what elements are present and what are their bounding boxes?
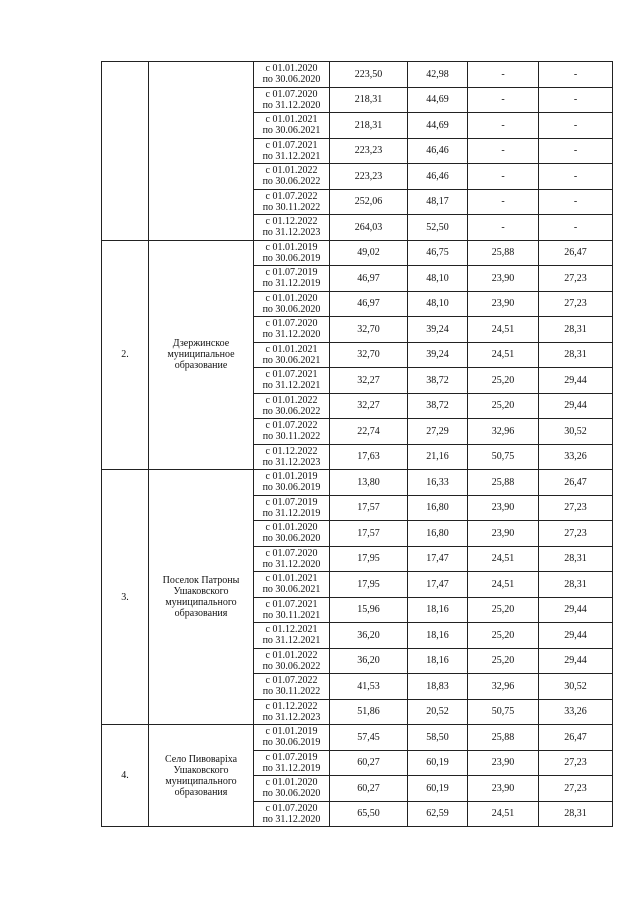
tariff-value-cell: 49,02 <box>330 240 408 266</box>
period-cell <box>254 164 330 190</box>
tariff-value-cell: 17,47 <box>408 546 468 572</box>
period-to: по 30.06.2021 <box>262 584 321 596</box>
period-to: по 31.12.2023 <box>262 456 321 468</box>
period-from: с 01.07.2022 <box>265 420 318 432</box>
period-cell <box>254 623 330 649</box>
tariff-value-cell: 60,19 <box>408 750 468 776</box>
tariff-value-cell: 223,23 <box>330 164 408 190</box>
period-cell <box>254 62 330 88</box>
tariff-value-cell: - <box>539 113 613 139</box>
tariff-value-cell: 28,31 <box>539 342 613 368</box>
tariff-table-body <box>102 62 613 827</box>
period-to: по 31.12.2021 <box>262 380 321 392</box>
period-cell <box>254 317 330 343</box>
period-to: по 30.06.2020 <box>262 74 321 86</box>
tariff-value-cell: 27,23 <box>539 495 613 521</box>
period-cell <box>254 87 330 113</box>
tariff-value-cell: 29,44 <box>539 393 613 419</box>
period-from: с 01.01.2021 <box>265 573 318 585</box>
tariff-value-cell: 16,80 <box>408 521 468 547</box>
period-cell <box>254 674 330 700</box>
period-from: с 01.01.2022 <box>265 394 318 406</box>
tariff-value-cell: 223,23 <box>330 138 408 164</box>
tariff-value-cell: 33,26 <box>539 444 613 470</box>
tariff-value-cell: 18,16 <box>408 623 468 649</box>
tariff-value-cell: 60,19 <box>408 776 468 802</box>
tariff-value-cell: 46,75 <box>408 240 468 266</box>
tariff-value-cell: 26,47 <box>539 470 613 496</box>
tariff-value-cell: 24,51 <box>468 342 539 368</box>
period-from: с 01.12.2022 <box>265 700 318 712</box>
tariff-value-cell: 30,52 <box>539 419 613 445</box>
period-from: с 01.07.2020 <box>265 802 318 814</box>
tariff-value-cell: - <box>539 189 613 215</box>
tariff-value-cell: 38,72 <box>408 393 468 419</box>
tariff-value-cell: - <box>539 215 613 241</box>
period-from: с 01.01.2021 <box>265 114 318 126</box>
tariff-value-cell: 27,23 <box>539 521 613 547</box>
tariff-value-cell: 24,51 <box>468 801 539 827</box>
period-to: по 30.11.2022 <box>262 686 321 698</box>
tariff-value-cell: 18,83 <box>408 674 468 700</box>
period-from: с 01.07.2019 <box>265 267 318 279</box>
tariff-value-cell: 27,23 <box>539 750 613 776</box>
tariff-value-cell: 58,50 <box>408 725 468 751</box>
tariff-value-cell: 24,51 <box>468 317 539 343</box>
period-from: с 01.07.2020 <box>265 88 318 100</box>
tariff-value-cell: 24,51 <box>468 546 539 572</box>
tariff-value-cell: 27,23 <box>539 291 613 317</box>
period-cell <box>254 189 330 215</box>
period-from: с 01.01.2020 <box>265 292 318 304</box>
period-cell <box>254 521 330 547</box>
tariff-value-cell: 28,31 <box>539 801 613 827</box>
tariff-value-cell: 17,47 <box>408 572 468 598</box>
tariff-value-cell: - <box>539 87 613 113</box>
period-from: с 01.01.2019 <box>265 471 318 483</box>
period-from: с 01.01.2019 <box>265 726 318 738</box>
municipality-name-cell: Село Пивоварiха Ушаковского муниципального образования <box>149 725 254 827</box>
tariff-value-cell: 27,29 <box>408 419 468 445</box>
period-from: с 01.07.2022 <box>265 675 318 687</box>
period-to: по 31.12.2020 <box>262 329 321 341</box>
tariff-value-cell: - <box>468 164 539 190</box>
tariff-value-cell: - <box>468 62 539 88</box>
tariff-value-cell: 20,52 <box>408 699 468 725</box>
tariff-value-cell: 23,90 <box>468 495 539 521</box>
tariff-value-cell: 25,20 <box>468 648 539 674</box>
tariff-value-cell: 46,46 <box>408 164 468 190</box>
period-from: с 01.07.2021 <box>265 598 318 610</box>
period-from: с 01.01.2022 <box>265 649 318 661</box>
period-to: по 30.06.2019 <box>262 482 321 494</box>
tariff-value-cell: 32,96 <box>468 674 539 700</box>
period-cell <box>254 419 330 445</box>
period-to: по 30.06.2021 <box>262 354 321 366</box>
period-from: с 01.12.2022 <box>265 216 318 228</box>
tariff-value-cell: - <box>468 189 539 215</box>
tariff-value-cell: 17,95 <box>330 546 408 572</box>
tariff-value-cell: 28,31 <box>539 317 613 343</box>
tariff-value-cell: 38,72 <box>408 368 468 394</box>
period-from: с 01.07.2020 <box>265 318 318 330</box>
tariff-value-cell: 41,53 <box>330 674 408 700</box>
period-to: по 30.11.2022 <box>262 201 321 213</box>
tariff-value-cell: 25,20 <box>468 597 539 623</box>
period-from: с 01.12.2022 <box>265 445 318 457</box>
tariff-value-cell: 50,75 <box>468 699 539 725</box>
tariff-value-cell: 32,70 <box>330 317 408 343</box>
tariff-value-cell: 24,51 <box>468 572 539 598</box>
period-cell <box>254 597 330 623</box>
group-number-cell: 3. <box>102 470 149 725</box>
period-cell <box>254 495 330 521</box>
period-from: с 01.07.2019 <box>265 496 318 508</box>
period-cell <box>254 113 330 139</box>
period-cell <box>254 368 330 394</box>
tariff-value-cell: 16,33 <box>408 470 468 496</box>
tariff-value-cell: - <box>468 113 539 139</box>
group-number-cell: 2. <box>102 240 149 470</box>
tariff-value-cell: 25,20 <box>468 393 539 419</box>
period-to: по 31.12.2019 <box>262 762 321 774</box>
tariff-value-cell: 48,17 <box>408 189 468 215</box>
tariff-value-cell: 60,27 <box>330 776 408 802</box>
tariff-value-cell: 60,27 <box>330 750 408 776</box>
municipality-name-cell <box>149 62 254 241</box>
tariff-value-cell: 46,46 <box>408 138 468 164</box>
tariff-value-cell: 46,97 <box>330 291 408 317</box>
tariff-value-cell: 26,47 <box>539 240 613 266</box>
tariff-value-cell: 65,50 <box>330 801 408 827</box>
tariff-value-cell: 218,31 <box>330 87 408 113</box>
group-number-cell <box>102 62 149 241</box>
tariff-value-cell: 46,97 <box>330 266 408 292</box>
period-to: по 31.12.2023 <box>262 711 321 723</box>
period-cell <box>254 215 330 241</box>
tariff-value-cell: 25,20 <box>468 623 539 649</box>
period-to: по 31.12.2019 <box>262 507 321 519</box>
tariff-value-cell: - <box>468 87 539 113</box>
tariff-value-cell: 36,20 <box>330 623 408 649</box>
tariff-value-cell: 39,24 <box>408 342 468 368</box>
tariff-value-cell: 29,44 <box>539 648 613 674</box>
period-cell <box>254 342 330 368</box>
period-to: по 30.06.2019 <box>262 252 321 264</box>
tariff-value-cell: 15,96 <box>330 597 408 623</box>
tariff-value-cell: 51,86 <box>330 699 408 725</box>
tariff-value-cell: 48,10 <box>408 291 468 317</box>
period-cell <box>254 750 330 776</box>
period-cell <box>254 444 330 470</box>
tariff-value-cell: 25,88 <box>468 725 539 751</box>
period-from: с 01.01.2020 <box>265 777 318 789</box>
period-to: по 30.06.2022 <box>262 176 321 188</box>
tariff-value-cell: 18,16 <box>408 597 468 623</box>
period-to: по 30.06.2020 <box>262 303 321 315</box>
period-cell <box>254 291 330 317</box>
tariff-value-cell: 18,16 <box>408 648 468 674</box>
table-row <box>102 725 613 751</box>
period-cell <box>254 266 330 292</box>
tariff-value-cell: 32,70 <box>330 342 408 368</box>
tariff-value-cell: - <box>539 62 613 88</box>
period-to: по 31.12.2019 <box>262 278 321 290</box>
tariff-value-cell: 52,50 <box>408 215 468 241</box>
period-to: по 31.12.2020 <box>262 813 321 825</box>
period-cell <box>254 138 330 164</box>
tariff-value-cell: 23,90 <box>468 291 539 317</box>
tariff-value-cell: 23,90 <box>468 521 539 547</box>
period-from: с 01.07.2021 <box>265 369 318 381</box>
period-to: по 30.06.2019 <box>262 737 321 749</box>
period-from: с 01.07.2021 <box>265 139 318 151</box>
tariff-value-cell: 26,47 <box>539 725 613 751</box>
tariff-value-cell: 17,57 <box>330 521 408 547</box>
period-to: по 30.06.2022 <box>262 405 321 417</box>
period-to: по 31.12.2020 <box>262 99 321 111</box>
table-row <box>102 470 613 496</box>
tariff-value-cell: 29,44 <box>539 368 613 394</box>
period-to: по 30.11.2021 <box>262 609 321 621</box>
period-to: по 30.06.2020 <box>262 788 321 800</box>
tariff-value-cell: 16,80 <box>408 495 468 521</box>
tariff-value-cell: 57,45 <box>330 725 408 751</box>
period-from: с 01.07.2022 <box>265 190 318 202</box>
tariff-value-cell: 218,31 <box>330 113 408 139</box>
tariff-value-cell: 62,59 <box>408 801 468 827</box>
period-to: по 31.12.2020 <box>262 558 321 570</box>
tariff-value-cell: 27,23 <box>539 776 613 802</box>
period-cell <box>254 393 330 419</box>
municipality-name-cell: Дзержинское муниципальное образование <box>149 240 254 470</box>
tariff-value-cell: 29,44 <box>539 597 613 623</box>
tariff-value-cell: 44,69 <box>408 113 468 139</box>
tariff-value-cell: 13,80 <box>330 470 408 496</box>
tariff-value-cell: 42,98 <box>408 62 468 88</box>
municipality-name-cell: Поселок Патроны Ушаковского муниципального образования <box>149 470 254 725</box>
period-from: с 01.01.2020 <box>265 63 318 75</box>
tariff-value-cell: 32,96 <box>468 419 539 445</box>
period-cell <box>254 776 330 802</box>
group-number-cell: 4. <box>102 725 149 827</box>
period-from: с 01.12.2021 <box>265 624 318 636</box>
tariff-value-cell: 50,75 <box>468 444 539 470</box>
period-cell <box>254 572 330 598</box>
tariff-value-cell: 27,23 <box>539 266 613 292</box>
period-cell <box>254 648 330 674</box>
tariff-value-cell: 28,31 <box>539 546 613 572</box>
period-from: с 01.01.2019 <box>265 241 318 253</box>
tariff-value-cell: 223,50 <box>330 62 408 88</box>
period-cell <box>254 470 330 496</box>
table-row <box>102 240 613 266</box>
period-cell <box>254 725 330 751</box>
tariff-value-cell: 30,52 <box>539 674 613 700</box>
tariff-value-cell: 25,20 <box>468 368 539 394</box>
period-to: по 30.06.2020 <box>262 533 321 545</box>
tariff-table <box>101 61 613 827</box>
tariff-value-cell: - <box>468 138 539 164</box>
tariff-value-cell: 28,31 <box>539 572 613 598</box>
tariff-value-cell: 252,06 <box>330 189 408 215</box>
tariff-value-cell: 21,16 <box>408 444 468 470</box>
period-to: по 31.12.2021 <box>262 635 321 647</box>
period-to: по 30.06.2021 <box>262 125 321 137</box>
period-cell <box>254 546 330 572</box>
tariff-value-cell: 23,90 <box>468 750 539 776</box>
tariff-value-cell: 264,03 <box>330 215 408 241</box>
tariff-value-cell: 39,24 <box>408 317 468 343</box>
period-to: по 30.11.2022 <box>262 431 321 443</box>
tariff-value-cell: 23,90 <box>468 776 539 802</box>
tariff-value-cell: 29,44 <box>539 623 613 649</box>
tariff-value-cell: 22,74 <box>330 419 408 445</box>
tariff-value-cell: 23,90 <box>468 266 539 292</box>
tariff-value-cell: - <box>539 138 613 164</box>
period-cell <box>254 801 330 827</box>
tariff-value-cell: 25,88 <box>468 240 539 266</box>
tariff-value-cell: 33,26 <box>539 699 613 725</box>
tariff-value-cell: 44,69 <box>408 87 468 113</box>
tariff-value-cell: 32,27 <box>330 393 408 419</box>
period-to: по 31.12.2023 <box>262 227 321 239</box>
period-from: с 01.01.2020 <box>265 522 318 534</box>
table-row <box>102 62 613 88</box>
period-from: с 01.07.2020 <box>265 547 318 559</box>
tariff-value-cell: - <box>468 215 539 241</box>
period-from: с 01.01.2021 <box>265 343 318 355</box>
period-cell <box>254 699 330 725</box>
tariff-value-cell: 32,27 <box>330 368 408 394</box>
period-cell <box>254 240 330 266</box>
tariff-value-cell: 48,10 <box>408 266 468 292</box>
period-from: с 01.01.2022 <box>265 165 318 177</box>
tariff-value-cell: 17,57 <box>330 495 408 521</box>
period-to: по 31.12.2021 <box>262 150 321 162</box>
tariff-value-cell: 17,95 <box>330 572 408 598</box>
tariff-value-cell: 36,20 <box>330 648 408 674</box>
tariff-value-cell: 25,88 <box>468 470 539 496</box>
tariff-value-cell: 17,63 <box>330 444 408 470</box>
tariff-value-cell: - <box>539 164 613 190</box>
period-from: с 01.07.2019 <box>265 751 318 763</box>
period-to: по 30.06.2022 <box>262 660 321 672</box>
